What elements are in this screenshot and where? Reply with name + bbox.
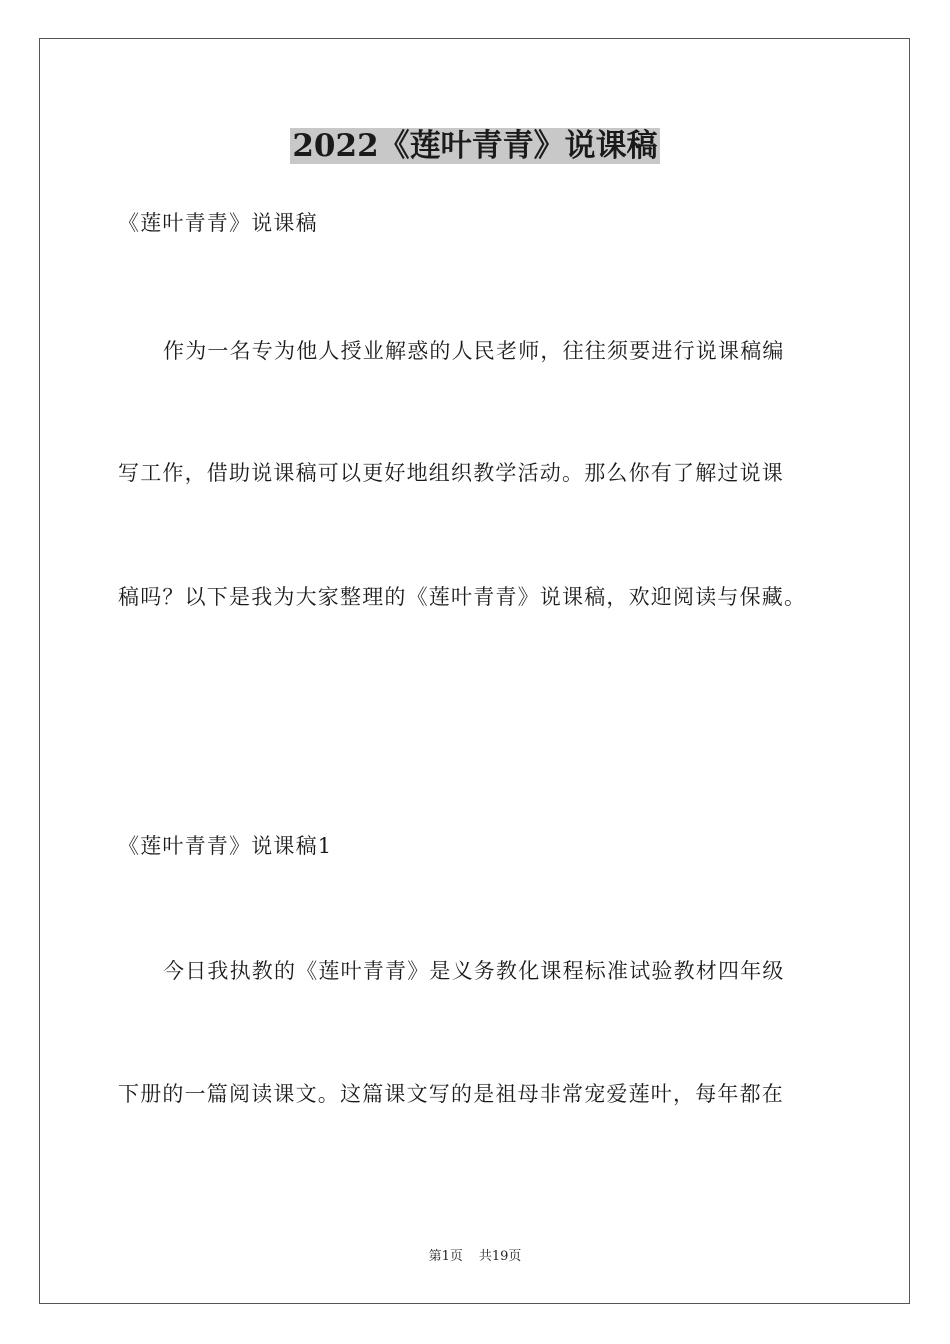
intro-line-1: 作为一名专为他人授业解惑的人民老师，往往须要进行说课稿编 [163,339,785,363]
page-number: 第1页 [428,1249,463,1264]
document-title [0,124,950,168]
intro-line-3: 稿吗？以下是我为大家整理的《莲叶青青》说课稿，欢迎阅读与保藏。 [118,585,807,609]
page-footer [0,1247,950,1267]
section-line-2: 下册的一篇阅读课文。这篇课文写的是祖母非常宠爱莲叶，每年都在 [118,1082,784,1106]
section-heading: 《莲叶青青》说课稿1 [118,834,333,858]
intro-line-2: 写工作，借助说课稿可以更好地组织教学活动。那么你有了解过说课 [118,461,784,485]
section-line-1: 今日我执教的《莲叶青青》是义务教化课程标准试验教材四年级 [163,959,785,983]
document-title-text: 2022《莲叶青青》说课稿 [292,128,658,164]
page-total: 共19页 [478,1249,522,1264]
document-subtitle: 《莲叶青青》说课稿 [118,211,318,235]
